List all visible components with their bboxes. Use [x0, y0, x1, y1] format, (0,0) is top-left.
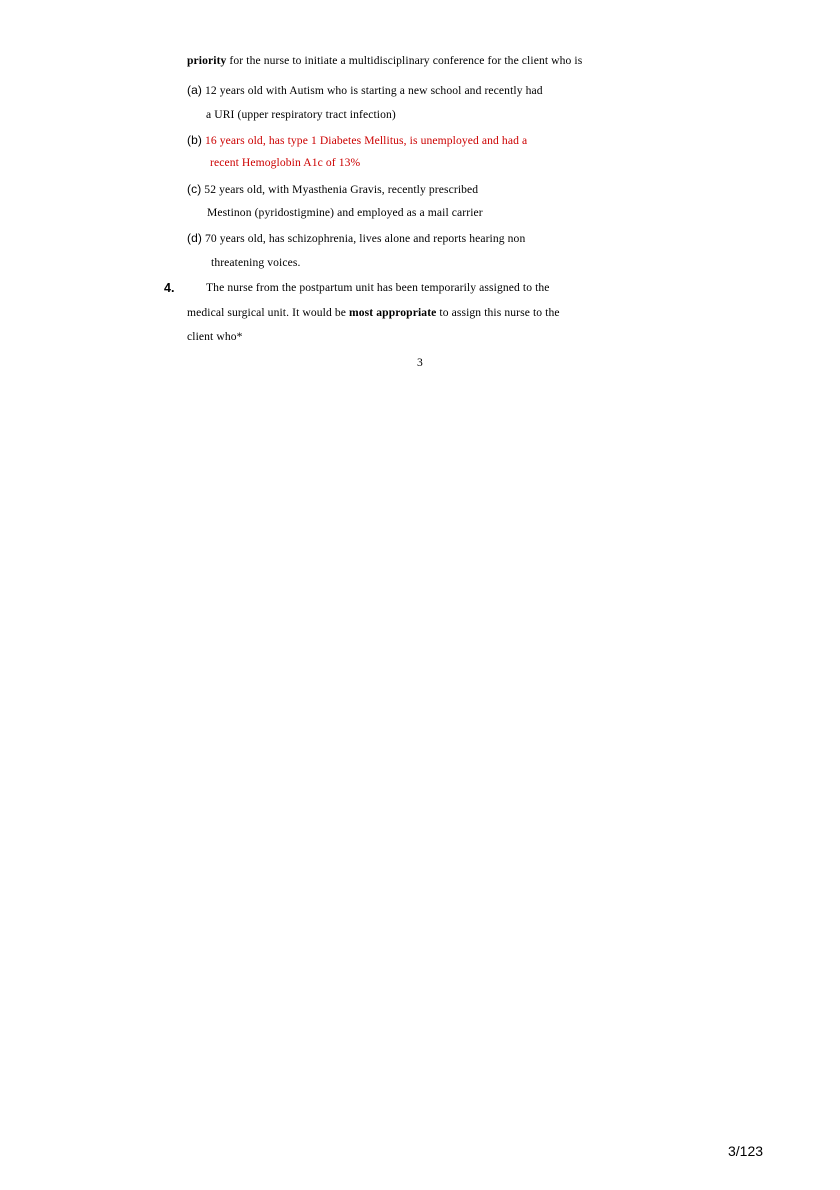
option-b-text-1: 16 years old, has type 1 Diabetes Mellitus, is unemployed and had a	[201, 134, 528, 147]
question-4-number: 4.	[164, 281, 175, 295]
question-3-intro-text: for the nurse to initiate a multidisciplinary conference for the client who is	[226, 54, 583, 67]
question-3-intro	[187, 54, 582, 68]
question-4-line2	[187, 306, 560, 320]
option-d-line2: threatening voices.	[211, 256, 301, 269]
question-4-line1: The nurse from the postpartum unit has been temporarily assigned to the	[206, 281, 550, 294]
option-d-text-1: 70 years old, has schizophrenia, lives alone and reports hearing non	[201, 232, 526, 245]
question-3-intro-bold: priority	[187, 54, 227, 67]
question-4-line2-pre: medical surgical unit. It would be	[187, 306, 350, 319]
option-c-label: (c)	[187, 182, 202, 196]
question-4-emphasis: most appropriate	[349, 306, 437, 319]
option-b-label: (b)	[187, 133, 202, 147]
question-4-line3: client who*	[187, 330, 243, 343]
option-d-line1	[187, 231, 525, 246]
option-c-line1	[187, 182, 478, 197]
page-number: 3	[417, 356, 423, 369]
question-4-line2-post: to assign this nurse to the	[436, 306, 560, 319]
option-b-line1	[187, 133, 527, 148]
option-c-line2: Mestinon (pyridostigmine) and employed as a mail carrier	[207, 206, 483, 219]
option-c-text-1: 52 years old, with Myasthenia Gravis, recently prescribed	[201, 183, 479, 196]
option-a-line1	[187, 83, 543, 98]
option-d-label: (d)	[187, 231, 202, 245]
footer-page-counter: 3/123	[728, 1143, 764, 1159]
option-a-label: (a)	[187, 83, 202, 97]
option-a-text-1: 12 years old with Autism who is starting a new school and recently had	[201, 84, 543, 97]
option-b-line2: recent Hemoglobin A1c of 13%	[210, 156, 361, 169]
option-a-line2: a URI (upper respiratory tract infection)	[206, 108, 396, 121]
